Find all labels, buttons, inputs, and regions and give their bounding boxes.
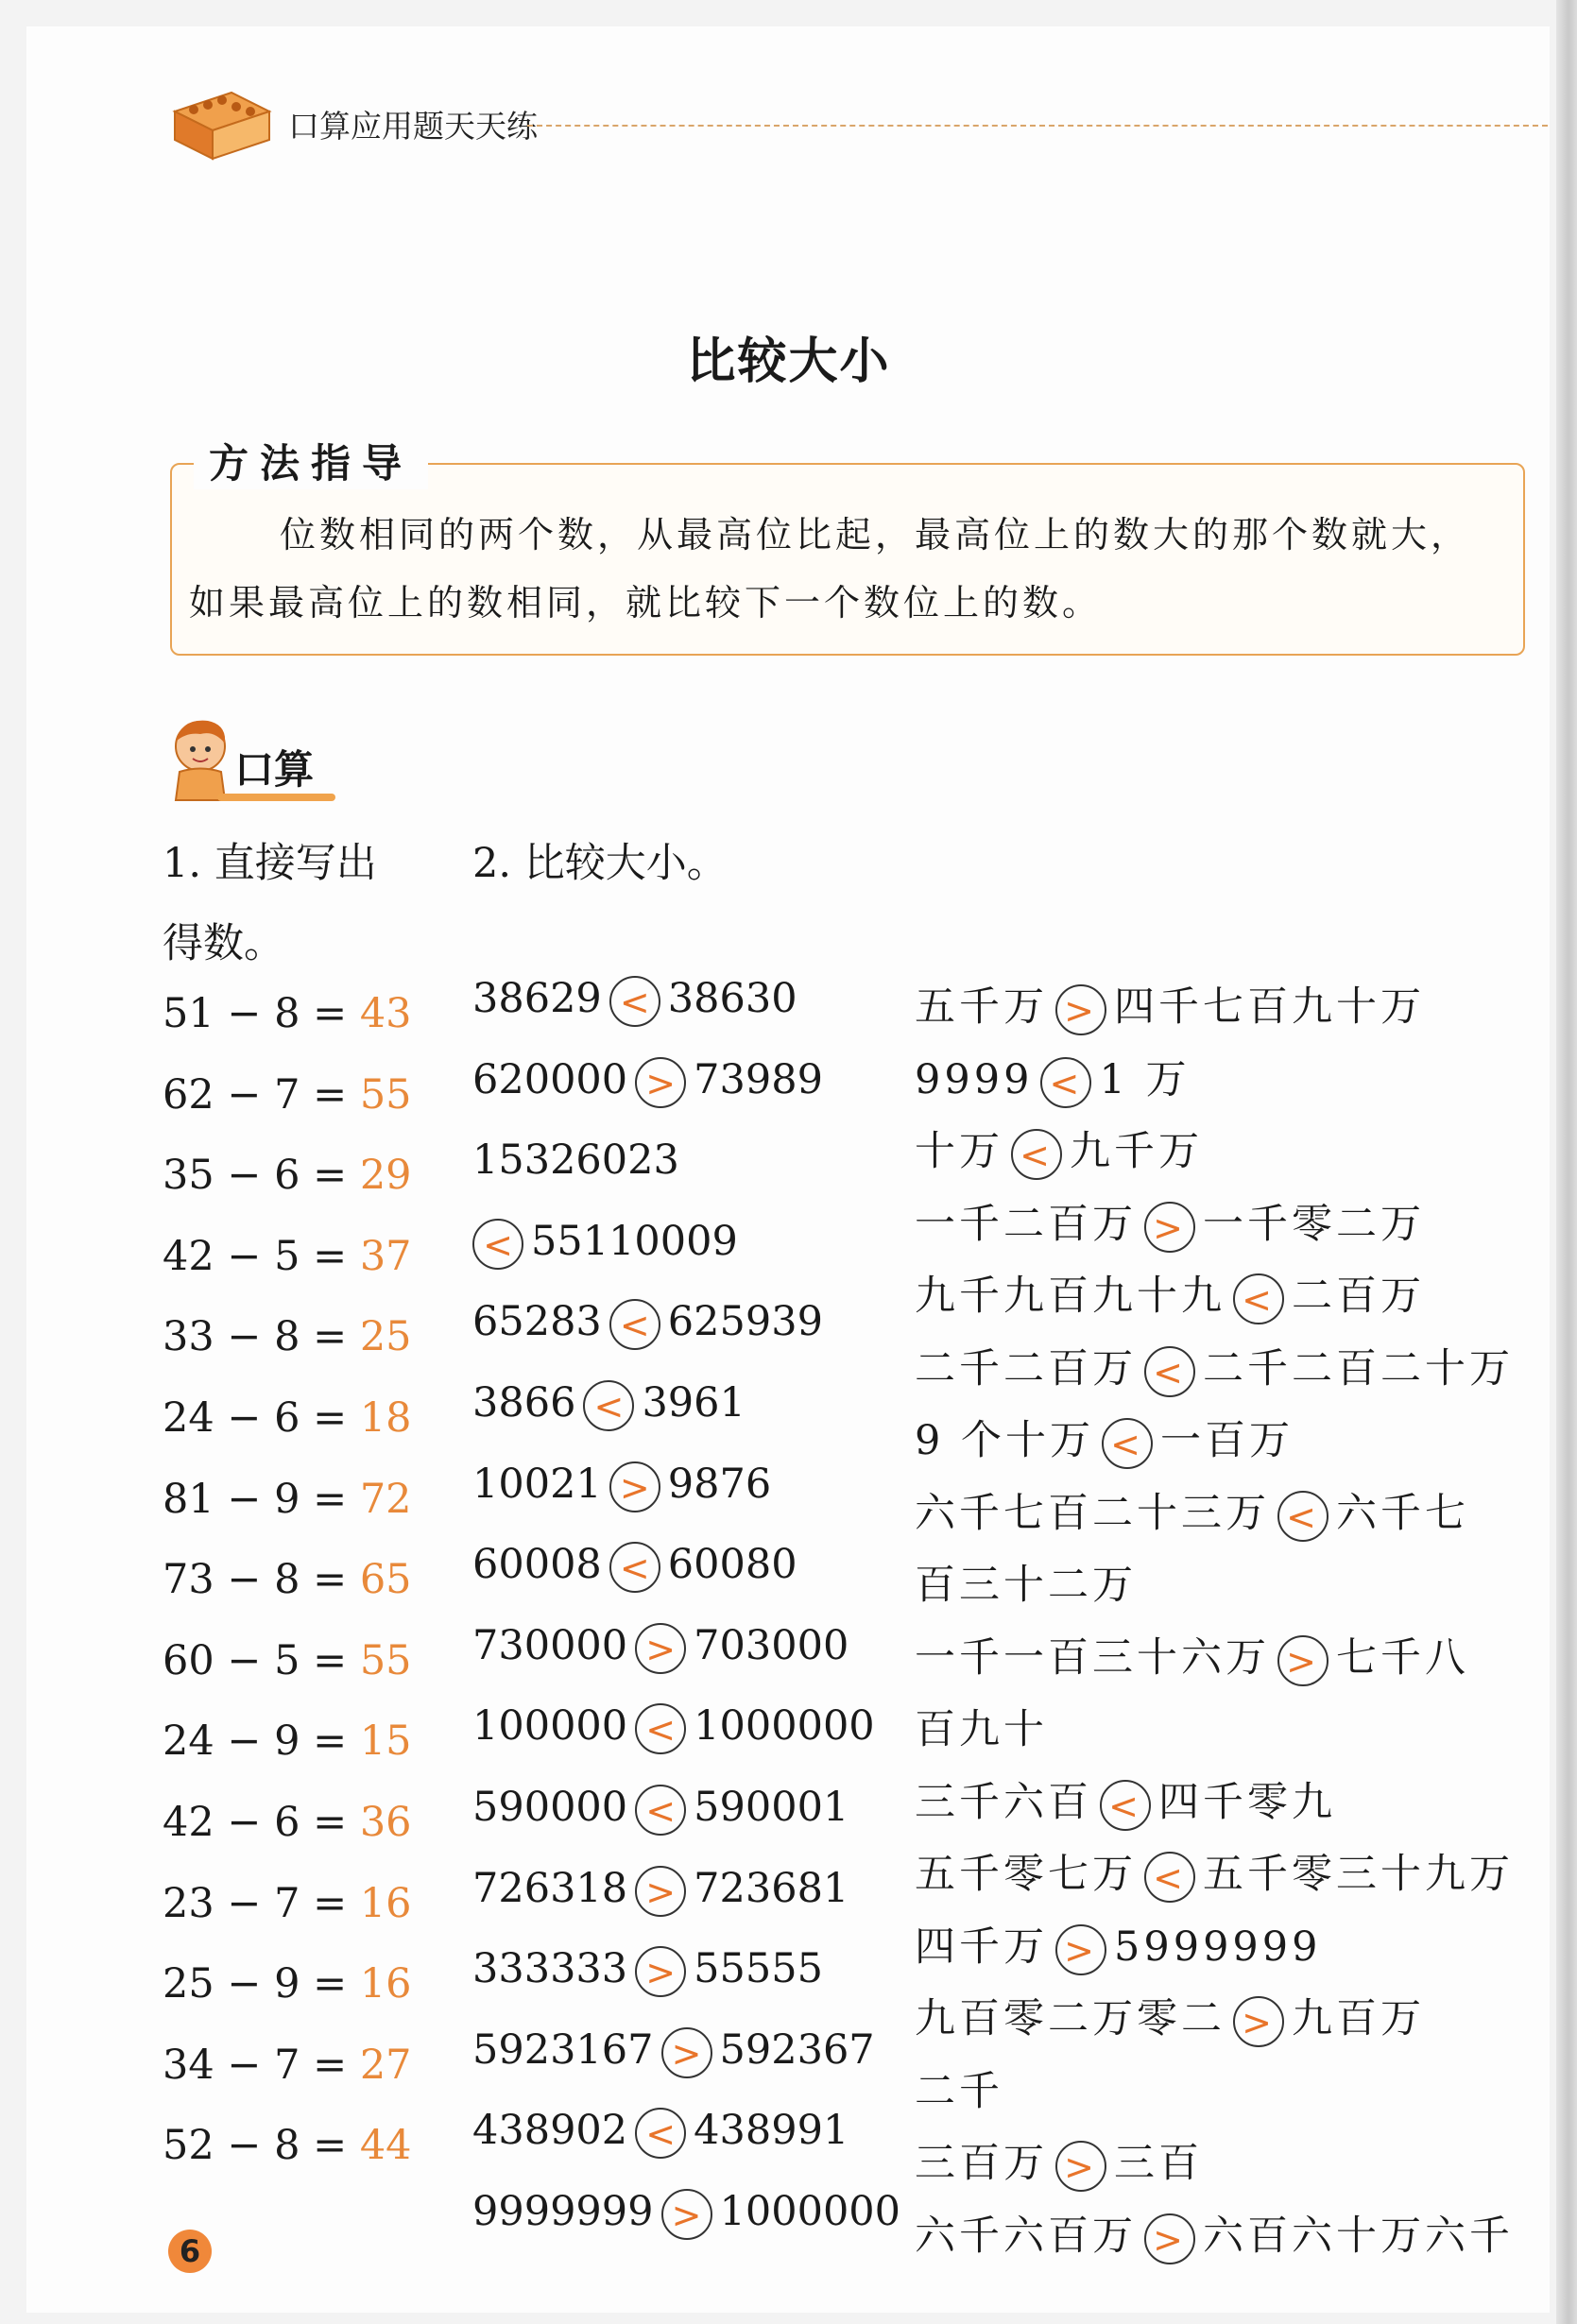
comparison-circle: <: [1277, 1491, 1328, 1542]
comparison-circle: <: [1144, 1346, 1195, 1397]
word-comparison-row: [915, 1915, 1322, 1975]
arithmetic-expression: 24 − 6 =: [163, 1394, 360, 1442]
comparison-right: 六百六十万六千: [1203, 2212, 1514, 2260]
comparison-right: 九百万: [1292, 1995, 1425, 2042]
page-title: 比较大小: [686, 333, 891, 390]
arithmetic-expression: 60 − 5 =: [163, 1636, 360, 1684]
comparison-right: 五千零三十九万: [1203, 1851, 1514, 1898]
comparison-left: 60008: [472, 1541, 602, 1589]
comparison-circle: >: [1144, 2213, 1195, 2264]
comparison-right: 六千七: [1336, 1489, 1469, 1537]
comparison-circle: <: [635, 1703, 686, 1754]
comparison-circle: >: [661, 2027, 712, 2078]
comparison-left: 333333: [472, 1945, 628, 1993]
method-label: 方法指导: [194, 433, 428, 489]
comparison-left: 10021: [472, 1460, 602, 1508]
comparison-right: 四千零九: [1158, 1778, 1336, 1826]
arithmetic-expression: 73 − 8 =: [163, 1556, 360, 1604]
comparison-right: 二千二百二十万: [1203, 1344, 1514, 1393]
word-comparison-row: [915, 1770, 1336, 1831]
comparison-left: 15326023: [472, 1136, 679, 1185]
comparison-right: 1000000: [694, 1702, 875, 1751]
number-comparison-row: [472, 1702, 875, 1754]
arithmetic-expression: 33 − 8 =: [163, 1313, 360, 1361]
q2-heading: 2. 比较大小。: [472, 840, 728, 887]
comparison-circle: >: [1055, 2141, 1106, 2192]
header-divider: [527, 125, 1548, 127]
arithmetic-answer: 27: [359, 2041, 412, 2089]
comparison-right: 60080: [667, 1541, 797, 1589]
comparison-left: 四千万: [915, 1922, 1048, 1971]
comparison-left: 9999999: [472, 2188, 654, 2235]
comparison-right: 1 万: [1099, 1055, 1191, 1103]
arithmetic-row: [163, 2042, 412, 2089]
comparison-left: 三千六百: [915, 1778, 1092, 1826]
comparison-right: 四千七百九十万: [1114, 983, 1425, 1031]
comparison-right: 9876: [667, 1460, 772, 1508]
number-comparison-row: [472, 975, 797, 1027]
arithmetic-row: [163, 1233, 412, 1280]
word-comparison-row: [915, 1987, 1425, 2047]
comparison-left: 726318: [472, 1864, 628, 1912]
word-comparison-row: [915, 1626, 1469, 1686]
comparison-circle: >: [1055, 984, 1106, 1035]
comparison-left: 二千二百万: [915, 1344, 1137, 1393]
comparison-circle: <: [635, 2108, 686, 2159]
q1-heading-line2: 得数。: [163, 920, 284, 967]
number-comparison-row: [472, 1784, 848, 1836]
comparison-left: 65283: [472, 1298, 602, 1346]
arithmetic-answer: 16: [359, 1960, 412, 2008]
comparison-right: 73989: [694, 1055, 823, 1103]
arithmetic-answer: 43: [359, 990, 412, 1037]
comparison-circle: >: [1144, 1202, 1195, 1253]
arithmetic-answer: 25: [359, 1313, 412, 1361]
comparison-right: 二百万: [1292, 1273, 1425, 1320]
word-comparison-row-cont: 二千: [915, 2067, 1003, 2115]
comparison-right: 3961: [642, 1379, 746, 1427]
comparison-right: 5999999: [1114, 1922, 1322, 1971]
word-comparison-row: [915, 1192, 1425, 1253]
word-comparison-row: [915, 2204, 1514, 2264]
number-comparison-row: [472, 1865, 848, 1917]
comparison-circle: >: [1277, 1635, 1328, 1686]
comparison-circle: <: [609, 1542, 660, 1593]
arithmetic-expression: 42 − 6 =: [163, 1799, 360, 1846]
word-comparison-row: [915, 1264, 1425, 1324]
comparison-right: 38630: [667, 975, 797, 1022]
section-title: 口算: [234, 746, 315, 793]
number-comparison-row-cont: [472, 1218, 738, 1270]
comparison-circle: <: [635, 1785, 686, 1836]
word-comparison-row: [915, 2131, 1203, 2192]
word-comparison-row: [915, 1481, 1469, 1542]
abacus-logo-icon: [165, 83, 279, 168]
arithmetic-row: [163, 1152, 412, 1199]
arithmetic-expression: 62 − 7 =: [163, 1070, 360, 1119]
number-comparison-row: [472, 1541, 797, 1593]
arithmetic-expression: 25 − 9 =: [163, 1960, 360, 2008]
number-comparison-row: [472, 1461, 771, 1512]
arithmetic-row: [163, 1313, 412, 1360]
arithmetic-expression: 51 − 8 =: [163, 990, 360, 1037]
page-number: 6: [168, 2230, 212, 2273]
arithmetic-answer: 55: [359, 1070, 412, 1119]
comparison-circle: >: [635, 1946, 686, 1997]
word-comparison-row: [915, 1119, 1203, 1180]
comparison-right: 438991: [694, 2107, 849, 2155]
comparison-left: 一千二百万: [915, 1200, 1137, 1248]
comparison-left: 六千七百二十三万: [915, 1489, 1270, 1537]
arithmetic-row: [163, 1799, 412, 1846]
comparison-circle: >: [635, 1866, 686, 1917]
comparison-circle: <: [583, 1380, 634, 1431]
number-comparison-row: [472, 1056, 823, 1108]
word-comparison-row-cont: 百九十: [915, 1706, 1048, 1753]
comparison-right: 625939: [667, 1298, 823, 1346]
comparison-circle: <: [1100, 1780, 1151, 1831]
comparison-left: 十万: [915, 1128, 1003, 1175]
comparison-circle: >: [609, 1461, 660, 1512]
comparison-circle: <: [472, 1219, 523, 1270]
arithmetic-expression: 42 − 5 =: [163, 1232, 360, 1280]
number-comparison-row: [472, 1136, 679, 1184]
comparison-right: 55555: [694, 1945, 823, 1993]
arithmetic-expression: 34 − 7 =: [163, 2041, 360, 2089]
arithmetic-answer: 16: [359, 1879, 412, 1927]
comparison-left: 九百零二万零二: [915, 1995, 1226, 2042]
comparison-left: 五千万: [915, 983, 1048, 1031]
comparison-circle: <: [1144, 1852, 1195, 1903]
comparison-right: 一千零二万: [1203, 1200, 1425, 1248]
arithmetic-row: [163, 990, 412, 1037]
number-comparison-row: [472, 1622, 848, 1674]
comparison-circle: <: [1233, 1273, 1284, 1324]
number-comparison-row: [472, 1379, 746, 1431]
comparison-left: 9 个十万: [915, 1417, 1095, 1464]
arithmetic-answer: 15: [359, 1717, 412, 1766]
comparison-right: 592367: [719, 2025, 875, 2074]
comparison-circle: <: [609, 976, 660, 1027]
comparison-right: 九千万: [1070, 1128, 1203, 1175]
word-comparison-row: [915, 1337, 1514, 1397]
arithmetic-row: [163, 1717, 412, 1765]
comparison-circle: >: [1233, 1996, 1284, 2047]
comparison-left: 9999: [915, 1055, 1034, 1103]
comparison-circle: >: [661, 2189, 712, 2240]
comparison-left: 730000: [472, 1621, 628, 1669]
arithmetic-answer: 55: [359, 1636, 412, 1684]
comparison-left: 5923167: [472, 2025, 654, 2074]
comparison-circle: >: [1055, 1924, 1106, 1975]
arithmetic-expression: 35 − 6 =: [163, 1152, 360, 1200]
arithmetic-answer: 36: [359, 1799, 412, 1846]
word-comparison-row: [915, 1409, 1294, 1469]
comparison-right: 一百万: [1160, 1417, 1294, 1464]
number-comparison-row: [472, 2107, 848, 2159]
arithmetic-answer: 37: [359, 1232, 412, 1280]
word-comparison-row: [915, 975, 1425, 1035]
comparison-left: 五千零七万: [915, 1851, 1137, 1898]
arithmetic-answer: 18: [359, 1394, 412, 1442]
arithmetic-row: [163, 1880, 412, 1927]
arithmetic-row: [163, 1960, 412, 2008]
arithmetic-row: [163, 2122, 412, 2169]
comparison-circle: <: [1102, 1418, 1153, 1469]
comparison-circle: <: [609, 1299, 660, 1350]
comparison-left: 九千九百九十九: [915, 1273, 1226, 1320]
arithmetic-row: [163, 1637, 412, 1684]
arithmetic-row: [163, 1071, 412, 1119]
comparison-right: 55110009: [531, 1217, 738, 1265]
comparison-circle: >: [635, 1623, 686, 1674]
number-comparison-row: [472, 1298, 823, 1350]
comparison-circle: >: [635, 1057, 686, 1108]
word-comparison-row-cont: 百三十二万: [915, 1562, 1137, 1609]
comparison-left: 590000: [472, 1784, 628, 1831]
comparison-left: 六千六百万: [915, 2212, 1137, 2260]
arithmetic-row: [163, 1394, 412, 1442]
comparison-right: 723681: [694, 1864, 849, 1912]
comparison-circle: <: [1040, 1057, 1091, 1108]
comparison-left: 100000: [472, 1702, 628, 1751]
arithmetic-row: [163, 1476, 412, 1523]
section-underline: [217, 794, 335, 801]
number-comparison-row: [472, 2188, 900, 2240]
comparison-left: 3866: [472, 1379, 576, 1427]
comparison-left: 38629: [472, 975, 602, 1022]
comparison-right: 三百: [1114, 2140, 1203, 2187]
arithmetic-answer: 44: [359, 2122, 412, 2170]
arithmetic-answer: 29: [359, 1152, 412, 1200]
arithmetic-expression: 24 − 9 =: [163, 1717, 360, 1766]
comparison-left: 438902: [472, 2107, 628, 2155]
arithmetic-answer: 65: [359, 1556, 412, 1604]
comparison-right: 1000000: [719, 2188, 901, 2235]
q1-heading-line1: 1. 直接写出: [163, 840, 377, 887]
word-comparison-row: [915, 1842, 1514, 1903]
comparison-left: 一千一百三十六万: [915, 1633, 1270, 1682]
arithmetic-expression: 81 − 9 =: [163, 1475, 360, 1523]
arithmetic-answer: 72: [359, 1475, 412, 1523]
header-title: 口算应用题天天练: [288, 108, 538, 145]
comparison-right: 七千八: [1336, 1633, 1469, 1682]
comparison-right: 703000: [694, 1621, 849, 1669]
comparison-left: 620000: [472, 1055, 628, 1103]
comparison-left: 三百万: [915, 2140, 1048, 2187]
comparison-circle: <: [1011, 1129, 1062, 1180]
arithmetic-row: [163, 1556, 412, 1603]
word-comparison-row: [915, 1048, 1190, 1108]
arithmetic-expression: 52 − 8 =: [163, 2122, 360, 2170]
arithmetic-expression: 23 − 7 =: [163, 1879, 360, 1927]
method-text: 位数相同的两个数，从最高位比起，最高位上的数大的那个数就大，如果最高位上的数相同，就比较下一个数位上的数。: [189, 514, 1471, 624]
number-comparison-row: [472, 2026, 875, 2078]
number-comparison-row: [472, 1945, 823, 1997]
comparison-right: 590001: [694, 1784, 849, 1831]
